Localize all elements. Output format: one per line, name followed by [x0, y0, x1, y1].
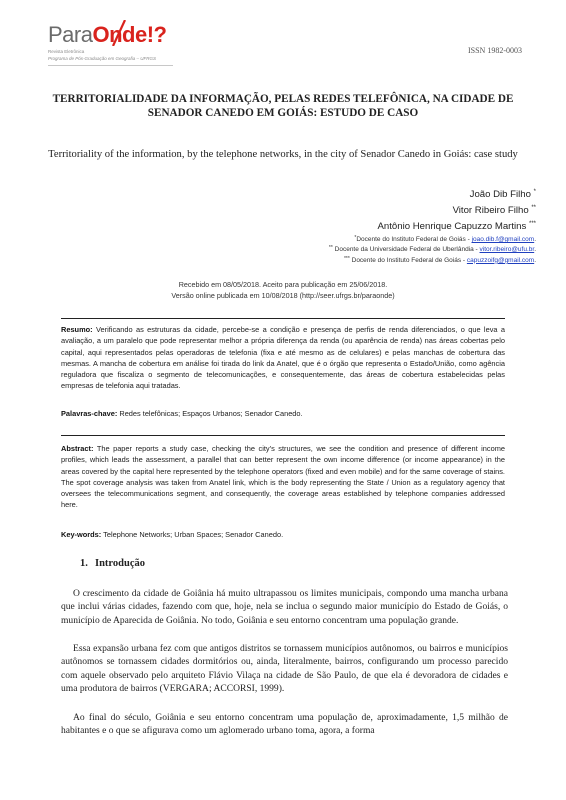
affiliation-2: ** Docente da Universidade Federal de Uberlândia - vitor.ribeiro@ufu.br. — [328, 245, 536, 254]
resumo — [61, 324, 505, 392]
email-link[interactable]: joao.dib.f@gmail.com — [471, 236, 535, 243]
author-1: João Dib Filho * — [469, 189, 536, 200]
logo-program: Programa de Pós-Graduação em Geografia – UFRGS — [48, 56, 157, 61]
divider — [61, 435, 505, 436]
affiliation-3: *** Docente do Instituto Federal de Goiás - capuzzoifg@gmail.com. — [343, 255, 536, 264]
logo-subtitle: Revista Eletrônica — [48, 49, 85, 54]
author-2: Vitor Ribeiro Filho ** — [452, 205, 536, 216]
online-version: Versão online publicada em 10/08/2018 (http://seer.ufrgs.br/paraonde) — [171, 291, 395, 300]
publication-dates — [40, 279, 526, 301]
english-title: Territoriality of the information, by the telephone networks, in the city of Senador Canedo in Goiás: case study — [48, 149, 518, 160]
author-list — [378, 187, 536, 235]
logo-divider — [48, 65, 173, 66]
divider — [61, 318, 505, 319]
paragraph: O crescimento da cidade de Goiânia há muito ultrapassou os limites municipais, compondo uma mancha urbana que inclui várias cidades, fazendo com que, hoje, nela se inclua o segundo maior município do Estado de Goiás, o município de Aparecida de Goiânia. No todo, Goiânia e seu entorno concentram uma população grande. — [61, 588, 508, 626]
logo-slash-icon — [110, 20, 132, 46]
affiliation-1: *Docente do Instituto Federal de Goiás - joao.dib.f@gmail.com. — [354, 235, 536, 243]
affiliations — [329, 235, 536, 266]
author-3: Antônio Henrique Capuzzo Martins *** — [377, 221, 536, 232]
abstract — [61, 443, 505, 511]
abstract-label: Abstract: — [61, 444, 94, 453]
paragraph: Essa expansão urbana fez com que antigos distritos se tornassem municípios autônomos, ou bairros e municípios autônomos se tornassem cidades dormitórios ou, ainda, literalmente, bairros, configurando um processo parecido com aquele observado pelo arquiteto Flávio Vilaça na cidade de São Paulo, de que ela é devoradora de cidades e uma produtora de bairros (VERGARA; ACCORSI, 1999). — [61, 643, 508, 694]
issn-label: ISSN 1982-0003 — [467, 46, 522, 55]
palavras-chave: Palavras-chave: Redes telefônicas; Espaços Urbanos; Senador Canedo. — [61, 409, 303, 418]
journal-logo[interactable] — [48, 20, 228, 72]
email-link[interactable]: capuzzoifg@gmail.com — [466, 256, 535, 264]
resumo-label: Resumo: — [61, 325, 93, 334]
abstract-text: The paper reports a study case, checking the city’s structures, we see the condition and presence of different income profiles, which leads the assessment, a parallel that can better represent the own income difference (or income appearance) in the areas covered by the capital here represented by the telephone operators (fixed and even mobile) and for the same coverage of stains. The spot coverage analysis was taken from Anatel link, which is the body representing the State / Union as a regulatory agency that oversees the telecommunications segment, and consequently, the coverage areas established by telephone companies addressed here. — [61, 444, 505, 510]
resumo-text: Verificando as estruturas da cidade, percebe-se a condição e presença de perfis de renda diferenciados, o que leva a avaliação, a um paralelo que pode representar melhor a própria diferença da renda (ou aparência de renda) nas áreas cobertas pelo capital, aqui representados pelas operadoras de telefonia (fixa e até mesmo as de celulares) e pelas manchas de cobertura das mesmas. A mancha de cobertura em análise foi tirada do link da Anatel, que é o órgão que representa o Estado/União, como agência reguladora que fiscaliza o segmento de telecomunicações, e consequentemente, das áreas de cobertura estabelecidas pelas empresas de telefonia aqui tratadas. — [61, 325, 505, 391]
received-accepted: Recebido em 08/05/2018. Aceito para publicação em 25/06/2018. — [178, 280, 388, 289]
logo-wordmark: ParaOnde!? — [48, 22, 167, 47]
paragraph: Ao final do século, Goiânia e seu entorno concentram uma população de, aproximadamente, 1,5 milhão de habitantes e o que se afigurava como um aglomerado urbano toma, agora, a forma — [61, 712, 508, 737]
article-title: TERRITORIALIDADE DA INFORMAÇÃO, PELAS REDES TELEFÔNICA, NA CIDADE DE SENADOR CANEDO EM GOIÁS: ESTUDO DE CASO — [52, 93, 514, 119]
section-heading: 1. Introdução — [80, 558, 145, 569]
email-link[interactable]: vitor.ribeiro@ufu.br — [479, 246, 535, 254]
keywords: Key-words: Telephone Networks; Urban Spaces; Senador Canedo. — [61, 530, 284, 539]
